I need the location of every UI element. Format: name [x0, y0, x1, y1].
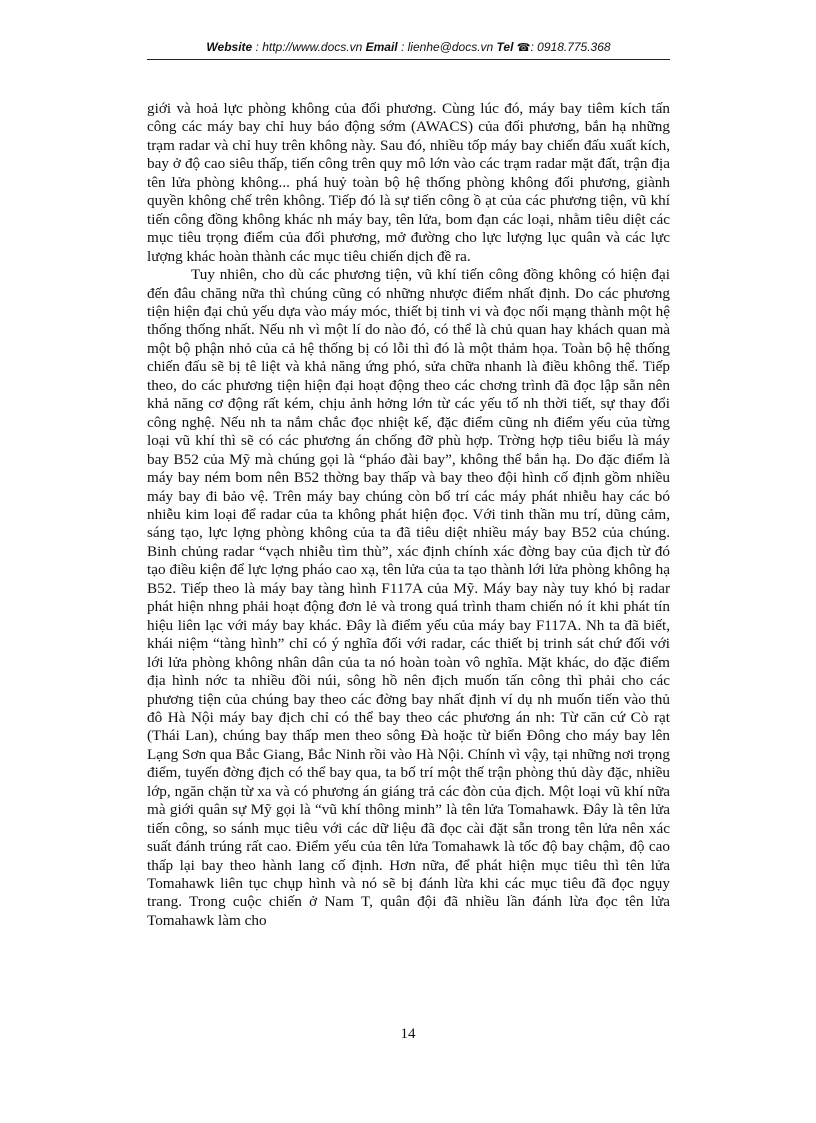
page-number: 14: [400, 1026, 416, 1042]
email-label: Email: [365, 40, 398, 54]
page-header: [147, 40, 670, 60]
phone-icon: ☎: [516, 42, 531, 54]
body-paragraph-2: Tuy nhiên, cho dù các phương tiện, vũ khí tiến công đồng không có hiện đại đến đâu chăng nữa thì chúng cũng có những nhược điểm nhất định. Do các phương tiện hiện đại chủ yếu dựa vào máy móc, thiết bị tinh vi và đọc nối mạng thành một hệ thống thống nhất. Nếu nh vì một lí do nào đó, có thể là chủ quan hay khách quan mà một bộ phận nhỏ của cả hệ thống bị có lỗi thì đó là một thảm họa. Toàn bộ hệ thống chiến đấu sẽ bị tê liệt và khả năng ứng phó, sửa chữa nhanh là điều không thể. Tiếp theo, do các phương tiện hiện đại hoạt động theo các chơng trình đã đọc lập sẵn nên khả năng cơ động rất kém, chịu ảnh hởng lớn từ các yếu tố nh thời tiết, sự thay đổi công nghệ. Nếu nh ta nắm chắc đọc nhiệt kế, đặc điểm cũng nh điểm yếu của từng loại vũ khí thì sẽ có các phương án chống đỡ phù hợp. Trờng hợp tiêu biểu là máy bay B52 của Mỹ mà chúng gọi là “pháo đài bay”, không thể bắn hạ. Do đặc điểm là máy bay ném bom nên B52 thờng bay thấp và bay theo đội hình cố định gồm nhiều máy bay đi bảo vệ. Trên máy bay chúng còn bố trí các máy phát nhiễu hay các bó nhiễu kim loại để radar của ta không phát hiện đọc. Với tinh thần mu trí, dũng cảm, sáng tạo, lực lợng phòng không của ta đã tiêu diệt nhiều máy bay B52 của chúng. Binh chủng radar “vạch nhiễu tìm thù”, xác định chính xác đờng bay của địch từ đó tạo điều kiện để lực lợng pháo cao xạ, tên lửa của ta tạo thành lới lửa phòng không hạ B52. Tiếp theo là máy bay tàng hình F117A của Mỹ. Máy bay này tuy khó bị radar phát hiện nhng phải hoạt động đơn lẻ và trong quá trình tham chiến nó ít khi phát tín hiệu liên lạc với máy bay khác. Đây là điểm yếu của máy bay F117A. Nh ta đã biết, khái niệm “tàng hình” chỉ có ý nghĩa đối với radar, các thiết bị trinh sát chứ đối với lới lửa phòng không nhân dân của ta nó hoàn toàn vô nghĩa. Mặt khác, do đặc điểm địa hình nớc ta nhiều đồi núi, sông hồ nên địch muốn tấn công thì phải cho các phương tiện của chúng bay theo các đờng bay nhất định ví dụ nh muốn tiến vào thủ đô Hà Nội máy bay địch chỉ có thể bay theo các phương án nh: Từ căn cứ Cò rạt (Thái Lan), chúng bay thấp men theo sông Đà hoặc từ biển Đông cho máy bay lên Lạng Sơn qua Bắc Giang, Bắc Ninh rồi vào Hà Nội. Chính vì vậy, tại những nơi trọng điểm, tuyến đờng địch có thể bay qua, ta bố trí một thế trận phòng thủ dày đặc, nhiều lớp, ngăn chặn từ xa và có phương án giáng trả các đòn của địch. Một loại vũ khí nữa mà giới quân sự Mỹ gọi là “vũ khí thông minh” là tên lửa Tomahawk. Đây là tên lửa tiến công, so sánh mục tiêu với các dữ liệu đã đọc cài đặt sẵn trong tên lửa nên xác suất đánh trúng rất cao. Điểm yếu của tên lửa Tomahawk là tốc độ bay chậm, độ cao thấp lại bay theo hành lang cố định. Hơn nữa, để phát hiện mục tiêu thì tên lửa Tomahawk liên tục chụp hình và nó sẽ bị đánh lừa khi các mục tiêu đã đọc ngụy trang. Trong cuộc chiến ở Nam T, quân đội đã nhiều lần đánh lừa đọc tên lửa Tomahawk làm cho: [147, 266, 670, 929]
body-paragraph-1: giới và hoả lực phòng không của đối phương. Cùng lúc đó, máy bay tiêm kích tấn công các máy bay chỉ huy báo động sớm (AWACS) của đối phương, bắn hạ những trạm radar và chỉ huy trên không này. Sau đó, nhiều tốp máy bay chiến đấu xuất kích, bay ở độ cao siêu thấp, tiến công trên quy mô lớn vào các trạm radar mặt đất, trận địa tên lửa phòng không... phá huỷ toàn bộ hệ thống phòng không đối phương, giành quyền không chế trên không. Tiếp đó là sự tiến công ồ ạt của các phương tiện, vũ khí tiến công đồng không khác nh máy bay, tên lửa, bom đạn các loại, nhằm tiêu diệt các mục tiêu trọng điểm của đối phương, mở đường cho lực lượng lục quân và các lực lượng khác hoàn thành các mục tiêu chiến dịch đề ra.: [147, 100, 670, 265]
tel-label: Tel: [496, 40, 514, 54]
website-value: : http://www.docs.vn: [255, 40, 363, 54]
document-body: [147, 100, 670, 930]
website-label: Website: [206, 40, 253, 54]
tel-value: : 0918.775.368: [530, 40, 611, 54]
email-value: : lienhe@docs.vn: [400, 40, 494, 54]
